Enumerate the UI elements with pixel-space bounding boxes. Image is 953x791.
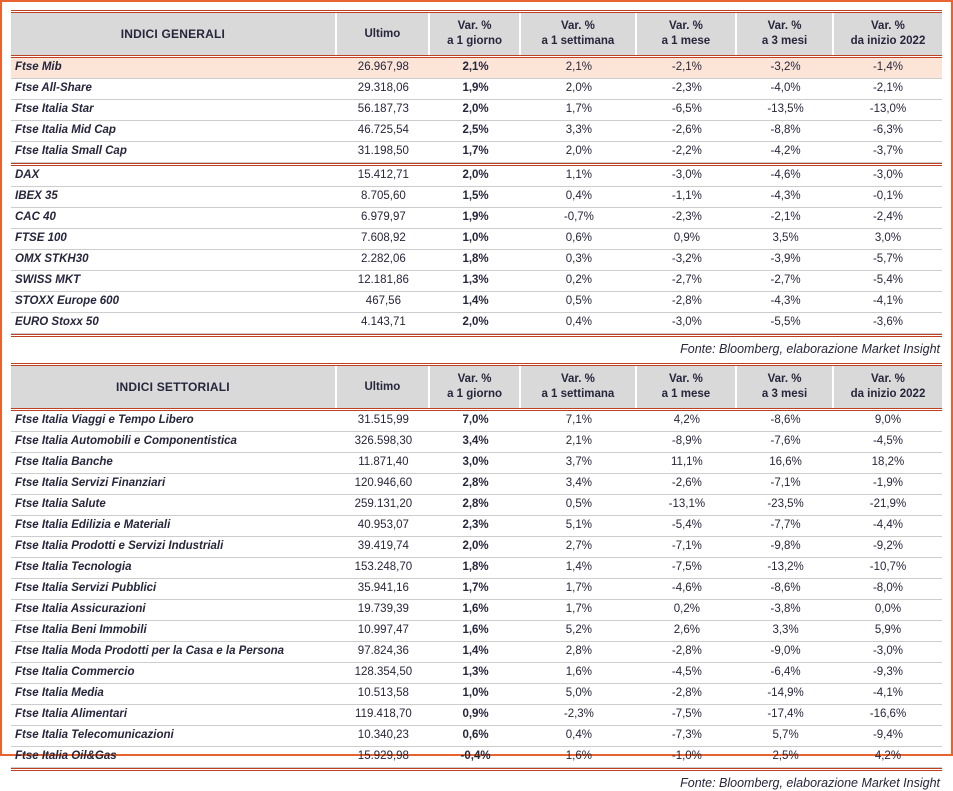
var-da-inizio-2022-value: 0,0% xyxy=(874,603,902,615)
var-3-mesi-value: 16,6% xyxy=(769,456,802,468)
var-1-giorno-value: 3,4% xyxy=(462,435,489,447)
var-1-giorno-value: 2,1% xyxy=(462,61,489,73)
var-1-settimana-value: 5,0% xyxy=(565,687,592,699)
table-bottom-divider xyxy=(11,334,942,337)
index-name: Ftse Mib xyxy=(15,61,62,73)
column-header: Var. % a 3 mesi xyxy=(737,366,834,408)
column-header: Var. % a 1 giorno xyxy=(430,366,521,408)
index-name: Ftse Italia Telecomunicazioni xyxy=(15,729,174,741)
var-1-giorno-value: 2,0% xyxy=(462,316,489,328)
var-3-mesi-value: -9,8% xyxy=(770,540,801,552)
table-row xyxy=(11,474,942,495)
var-3-mesi-value: -23,5% xyxy=(767,498,804,510)
indici-settoriali-header xyxy=(11,366,942,408)
var-1-mese-value: 0,2% xyxy=(673,603,700,615)
index-name: Ftse Italia Edilizia e Materiali xyxy=(15,519,171,531)
var-3-mesi-value: -2,7% xyxy=(770,274,801,286)
var-1-settimana-value: 0,4% xyxy=(565,316,592,328)
table-row xyxy=(11,411,942,432)
column-header: Var. % da inizio 2022 xyxy=(850,373,926,400)
var-1-mese-value: 11,1% xyxy=(671,456,703,468)
table-row xyxy=(11,747,942,768)
index-name: EURO Stoxx 50 xyxy=(15,316,99,328)
ultimo-value: 15.412,71 xyxy=(357,169,409,181)
var-da-inizio-2022-value: 5,9% xyxy=(874,624,902,636)
indici-settoriali-table xyxy=(11,363,942,771)
source-note: Fonte: Bloomberg, elaborazione Market Insight xyxy=(680,776,940,790)
table-row xyxy=(11,537,942,558)
var-1-settimana-value: 1,7% xyxy=(565,603,592,615)
var-1-settimana-value: 7,1% xyxy=(565,414,592,426)
var-1-giorno-value: 1,6% xyxy=(462,603,489,615)
var-1-mese-value: 4,2% xyxy=(673,414,700,426)
index-name: Ftse Italia Alimentari xyxy=(15,708,128,720)
table-row xyxy=(11,142,942,163)
var-1-settimana-value: 2,1% xyxy=(565,61,592,73)
var-1-giorno-value: 2,8% xyxy=(462,498,489,510)
ultimo-value: 4.143,71 xyxy=(361,316,406,328)
index-name: Ftse Italia Media xyxy=(15,687,104,699)
var-1-giorno-value: 2,3% xyxy=(462,519,489,531)
ultimo-value: 11.871,40 xyxy=(358,456,409,468)
var-da-inizio-2022-value: -4,1% xyxy=(872,295,903,307)
var-3-mesi-value: -6,4% xyxy=(770,666,801,678)
var-3-mesi-value: -14,9% xyxy=(767,687,804,699)
var-1-settimana-value: -2,3% xyxy=(563,708,594,720)
var-da-inizio-2022-value: -10,7% xyxy=(869,561,907,573)
var-da-inizio-2022-value: -1,9% xyxy=(872,477,903,489)
var-1-mese-value: -2,8% xyxy=(671,295,702,307)
column-header: Var. % a 1 mese xyxy=(637,13,738,55)
var-da-inizio-2022-value: 3,0% xyxy=(874,232,902,244)
var-1-settimana-value: 3,3% xyxy=(565,124,592,136)
var-1-mese-value: -7,5% xyxy=(671,708,702,720)
index-name: Ftse Italia Commercio xyxy=(15,666,135,678)
table-row xyxy=(11,726,942,747)
ultimo-value: 153.248,70 xyxy=(354,561,413,573)
var-1-giorno-value: 0,9% xyxy=(462,708,489,720)
var-1-mese-value: -2,3% xyxy=(671,82,702,94)
ultimo-value: 2.282,06 xyxy=(361,253,406,265)
var-da-inizio-2022-value: -16,6% xyxy=(869,708,907,720)
var-1-giorno-value: 2,0% xyxy=(462,169,489,181)
var-3-mesi-value: -3,8% xyxy=(770,603,801,615)
var-1-giorno-value: 7,0% xyxy=(462,414,489,426)
var-da-inizio-2022-value: -4,1% xyxy=(872,687,903,699)
var-1-giorno-value: 1,9% xyxy=(462,211,489,223)
var-1-giorno-value: 1,3% xyxy=(462,666,489,678)
var-3-mesi-value: -13,2% xyxy=(767,561,804,573)
source-note: Fonte: Bloomberg, elaborazione Market Insight xyxy=(680,342,940,356)
table-row xyxy=(11,292,942,313)
var-3-mesi-value: -8,8% xyxy=(770,124,801,136)
ultimo-value: 259.131,20 xyxy=(354,498,413,510)
var-3-mesi-value: -8,6% xyxy=(770,414,801,426)
var-1-mese-value: -2,8% xyxy=(671,687,702,699)
var-1-mese-value: -4,5% xyxy=(671,666,702,678)
index-name: Ftse Italia Small Cap xyxy=(15,145,127,157)
var-3-mesi-value: -13,5% xyxy=(767,103,804,115)
ultimo-value: 31.198,50 xyxy=(357,145,409,157)
table-row xyxy=(11,208,942,229)
var-da-inizio-2022-value: -5,4% xyxy=(872,274,903,286)
table-row xyxy=(11,271,942,292)
var-1-mese-value: -5,4% xyxy=(671,519,702,531)
var-1-settimana-value: 2,8% xyxy=(565,645,592,657)
var-1-mese-value: 0,9% xyxy=(673,232,700,244)
var-da-inizio-2022-value: -6,3% xyxy=(872,124,903,136)
var-3-mesi-value: -4,3% xyxy=(770,190,801,202)
index-name: Ftse Italia Salute xyxy=(15,498,106,510)
var-1-mese-value: -13,1% xyxy=(668,498,706,510)
var-3-mesi-value: -9,0% xyxy=(770,645,801,657)
column-header: Var. % da inizio 2022 xyxy=(850,20,926,47)
ultimo-value: 26.967,98 xyxy=(357,61,409,73)
var-3-mesi-value: 3,3% xyxy=(772,624,799,636)
var-da-inizio-2022-value: -0,1% xyxy=(872,190,903,202)
var-3-mesi-value: -7,7% xyxy=(770,519,801,531)
index-name: Ftse Italia Servizi Finanziari xyxy=(15,477,166,489)
var-da-inizio-2022-value: -8,0% xyxy=(872,582,903,594)
indici-generali-table xyxy=(11,10,942,337)
var-da-inizio-2022-value: -4,5% xyxy=(872,435,903,447)
var-1-mese-value: -1,0% xyxy=(671,750,702,762)
var-3-mesi-value: -7,1% xyxy=(770,477,801,489)
table-row xyxy=(11,495,942,516)
var-1-settimana-value: 2,0% xyxy=(565,145,592,157)
ultimo-value: 326.598,30 xyxy=(354,435,413,447)
ultimo-value: 467,56 xyxy=(365,295,401,307)
table-row xyxy=(11,79,942,100)
var-1-giorno-value: 1,0% xyxy=(462,232,489,244)
var-1-settimana-value: 3,4% xyxy=(565,477,592,489)
var-1-settimana-value: 2,0% xyxy=(565,82,592,94)
var-1-settimana-value: 3,7% xyxy=(565,456,592,468)
index-name: Ftse Italia Star xyxy=(15,103,94,115)
var-1-mese-value: -2,3% xyxy=(671,211,702,223)
table-row xyxy=(11,684,942,705)
var-1-giorno-value: 2,8% xyxy=(462,477,489,489)
var-da-inizio-2022-value: 18,2% xyxy=(871,456,905,468)
var-da-inizio-2022-value: -9,2% xyxy=(872,540,903,552)
var-3-mesi-value: -8,6% xyxy=(770,582,801,594)
var-1-settimana-value: 2,7% xyxy=(565,540,592,552)
var-da-inizio-2022-value: -2,1% xyxy=(872,82,903,94)
ultimo-value: 46.725,54 xyxy=(357,124,409,136)
index-name: Ftse Italia Moda Prodotti per la Casa e la Persona xyxy=(15,645,285,657)
column-header: Ultimo xyxy=(337,13,430,55)
index-name: Ftse All-Share xyxy=(15,82,92,94)
var-1-mese-value: -2,8% xyxy=(671,645,702,657)
ultimo-value: 29.318,06 xyxy=(357,82,409,94)
var-3-mesi-value: -7,6% xyxy=(770,435,801,447)
var-da-inizio-2022-value: -1,4% xyxy=(872,61,903,73)
table-row xyxy=(11,58,942,79)
index-name: Ftse Italia Banche xyxy=(15,456,113,468)
index-name: Ftse Italia Oil&Gas xyxy=(15,750,117,762)
var-3-mesi-value: -4,0% xyxy=(770,82,801,94)
index-name: CAC 40 xyxy=(15,211,56,223)
ultimo-value: 10.513,58 xyxy=(357,687,409,699)
table-row xyxy=(11,600,942,621)
ultimo-value: 7.608,92 xyxy=(361,232,406,244)
var-da-inizio-2022-value: -9,4% xyxy=(872,729,903,741)
ultimo-value: 35.941,16 xyxy=(357,582,409,594)
table-row xyxy=(11,516,942,537)
ultimo-value: 10.340,23 xyxy=(357,729,409,741)
table-row xyxy=(11,100,942,121)
ultimo-value: 120.946,60 xyxy=(354,477,413,489)
index-name: SWISS MKT xyxy=(15,274,81,286)
var-1-giorno-value: 1,7% xyxy=(462,582,489,594)
var-1-settimana-value: 0,3% xyxy=(565,253,592,265)
table-row xyxy=(11,705,942,726)
var-1-mese-value: -2,1% xyxy=(671,61,702,73)
ultimo-value: 56.187,73 xyxy=(357,103,409,115)
indici-generali-header xyxy=(11,13,942,55)
var-1-settimana-value: 0,5% xyxy=(565,295,592,307)
index-name: Ftse Italia Mid Cap xyxy=(15,124,116,136)
table-row xyxy=(11,187,942,208)
var-1-giorno-value: 1,5% xyxy=(462,190,489,202)
index-name: IBEX 35 xyxy=(15,190,58,202)
var-1-settimana-value: 1,1% xyxy=(565,169,592,181)
var-1-mese-value: -2,2% xyxy=(671,145,702,157)
table-row xyxy=(11,621,942,642)
index-name: Ftse Italia Assicurazioni xyxy=(15,603,146,615)
table-row xyxy=(11,558,942,579)
var-3-mesi-value: 3,5% xyxy=(772,232,799,244)
var-1-giorno-value: 1,8% xyxy=(462,561,489,573)
var-1-settimana-value: 5,1% xyxy=(565,519,592,531)
var-1-giorno-value: 1,9% xyxy=(462,82,489,94)
table-row xyxy=(11,229,942,250)
var-da-inizio-2022-value: -4,4% xyxy=(872,519,903,531)
table-row xyxy=(11,250,942,271)
var-da-inizio-2022-value: 9,0% xyxy=(874,414,902,426)
var-1-mese-value: -4,6% xyxy=(671,582,702,594)
var-1-settimana-value: 1,4% xyxy=(565,561,592,573)
var-1-giorno-value: 1,4% xyxy=(462,645,489,657)
index-name: Ftse Italia Prodotti e Servizi Industriali xyxy=(15,540,224,552)
var-1-settimana-value: 1,7% xyxy=(565,582,592,594)
var-1-settimana-value: 2,1% xyxy=(565,435,592,447)
table-row xyxy=(11,166,942,187)
ultimo-value: 119.418,70 xyxy=(355,708,412,720)
var-1-mese-value: -2,7% xyxy=(671,274,702,286)
var-3-mesi-value: 5,7% xyxy=(772,729,799,741)
var-1-settimana-value: 0,4% xyxy=(565,190,592,202)
var-1-settimana-value: 1,7% xyxy=(565,103,592,115)
ultimo-value: 10.997,47 xyxy=(357,624,409,636)
var-1-giorno-value: 1,7% xyxy=(462,145,489,157)
var-1-settimana-value: -0,7% xyxy=(563,211,594,223)
ultimo-value: 8.705,60 xyxy=(361,190,406,202)
ultimo-value: 6.979,97 xyxy=(361,211,406,223)
var-1-settimana-value: 1,6% xyxy=(565,666,592,678)
var-da-inizio-2022-value: -9,3% xyxy=(872,666,903,678)
var-1-giorno-value: 2,5% xyxy=(462,124,489,136)
index-name: Ftse Italia Viaggi e Tempo Libero xyxy=(15,414,194,426)
var-3-mesi-value: 2,5% xyxy=(772,750,799,762)
table-row xyxy=(11,663,942,684)
var-da-inizio-2022-value: -3,7% xyxy=(872,145,903,157)
var-1-mese-value: -8,9% xyxy=(671,435,702,447)
table-row xyxy=(11,642,942,663)
var-1-mese-value: -7,1% xyxy=(671,540,702,552)
column-header: Var. % a 1 mese xyxy=(637,366,738,408)
var-1-giorno-value: -0,4% xyxy=(460,750,491,762)
var-1-settimana-value: 0,5% xyxy=(565,498,592,510)
indici-settoriali-body xyxy=(11,411,942,768)
ultimo-value: 128.354,50 xyxy=(354,666,413,678)
var-1-mese-value: -3,0% xyxy=(671,316,702,328)
var-1-mese-value: -7,3% xyxy=(671,729,702,741)
column-header: Var. % a 3 mesi xyxy=(737,13,834,55)
var-1-giorno-value: 0,6% xyxy=(462,729,489,741)
table-title: INDICI GENERALI xyxy=(11,13,337,55)
var-da-inizio-2022-value: -3,0% xyxy=(872,169,903,181)
column-header: Var. % a 1 giorno xyxy=(430,13,521,55)
var-da-inizio-2022-value: 4,2% xyxy=(874,750,902,762)
index-name: DAX xyxy=(15,169,40,181)
column-header: Ultimo xyxy=(337,366,430,408)
var-1-giorno-value: 1,3% xyxy=(462,274,489,286)
index-name: OMX STKH30 xyxy=(15,253,89,265)
var-1-settimana-value: 0,2% xyxy=(565,274,592,286)
var-1-mese-value: -6,5% xyxy=(671,103,702,115)
var-da-inizio-2022-value: -3,6% xyxy=(872,316,903,328)
table-title: INDICI SETTORIALI xyxy=(11,366,337,408)
var-3-mesi-value: -2,1% xyxy=(770,211,801,223)
ultimo-value: 12.181,86 xyxy=(357,274,409,286)
var-da-inizio-2022-value: -2,4% xyxy=(872,211,903,223)
var-1-giorno-value: 1,6% xyxy=(462,624,489,636)
var-1-giorno-value: 1,4% xyxy=(462,295,489,307)
var-da-inizio-2022-value: -5,7% xyxy=(872,253,903,265)
var-3-mesi-value: -4,2% xyxy=(770,145,801,157)
ultimo-value: 39.419,74 xyxy=(357,540,409,552)
var-3-mesi-value: -17,4% xyxy=(767,708,804,720)
ultimo-value: 40.953,07 xyxy=(357,519,409,531)
var-1-giorno-value: 3,0% xyxy=(462,456,489,468)
var-1-settimana-value: 0,4% xyxy=(565,729,592,741)
var-3-mesi-value: -4,6% xyxy=(770,169,801,181)
var-1-giorno-value: 1,8% xyxy=(462,253,489,265)
var-1-settimana-value: 0,6% xyxy=(565,232,592,244)
var-1-settimana-value: 5,2% xyxy=(565,624,592,636)
var-3-mesi-value: -4,3% xyxy=(770,295,801,307)
table-row xyxy=(11,453,942,474)
var-1-giorno-value: 2,0% xyxy=(462,540,489,552)
var-3-mesi-value: -3,9% xyxy=(770,253,801,265)
table-row xyxy=(11,121,942,142)
ultimo-value: 15.929,98 xyxy=(357,750,409,762)
var-3-mesi-value: -5,5% xyxy=(770,316,801,328)
var-da-inizio-2022-value: -13,0% xyxy=(869,103,907,115)
table-bottom-divider xyxy=(11,768,942,771)
var-1-mese-value: -7,5% xyxy=(671,561,702,573)
indici-generali-body xyxy=(11,58,942,334)
ultimo-value: 19.739,39 xyxy=(357,603,409,615)
var-da-inizio-2022-value: -3,0% xyxy=(872,645,903,657)
table-row xyxy=(11,432,942,453)
index-name: FTSE 100 xyxy=(15,232,67,244)
var-1-mese-value: -3,0% xyxy=(671,169,702,181)
column-header: Var. % a 1 settimana xyxy=(521,13,636,55)
index-name: Ftse Italia Beni Immobili xyxy=(15,624,147,636)
index-name: STOXX Europe 600 xyxy=(15,295,119,307)
var-1-mese-value: 2,6% xyxy=(673,624,700,636)
index-name: Ftse Italia Automobili e Componentistica xyxy=(15,435,237,447)
var-1-mese-value: -3,2% xyxy=(671,253,702,265)
table-row xyxy=(11,579,942,600)
index-name: Ftse Italia Servizi Pubblici xyxy=(15,582,157,594)
var-1-mese-value: -1,1% xyxy=(671,190,702,202)
column-header: Var. % a 1 settimana xyxy=(521,366,636,408)
var-1-mese-value: -2,6% xyxy=(671,477,702,489)
ultimo-value: 97.824,36 xyxy=(357,645,409,657)
ultimo-value: 31.515,99 xyxy=(357,414,409,426)
var-1-giorno-value: 2,0% xyxy=(462,103,489,115)
index-name: Ftse Italia Tecnologia xyxy=(15,561,132,573)
var-1-giorno-value: 1,0% xyxy=(462,687,489,699)
var-da-inizio-2022-value: -21,9% xyxy=(869,498,907,510)
var-3-mesi-value: -3,2% xyxy=(770,61,801,73)
table-row xyxy=(11,313,942,334)
var-1-settimana-value: 1,6% xyxy=(565,750,592,762)
var-1-mese-value: -2,6% xyxy=(671,124,702,136)
